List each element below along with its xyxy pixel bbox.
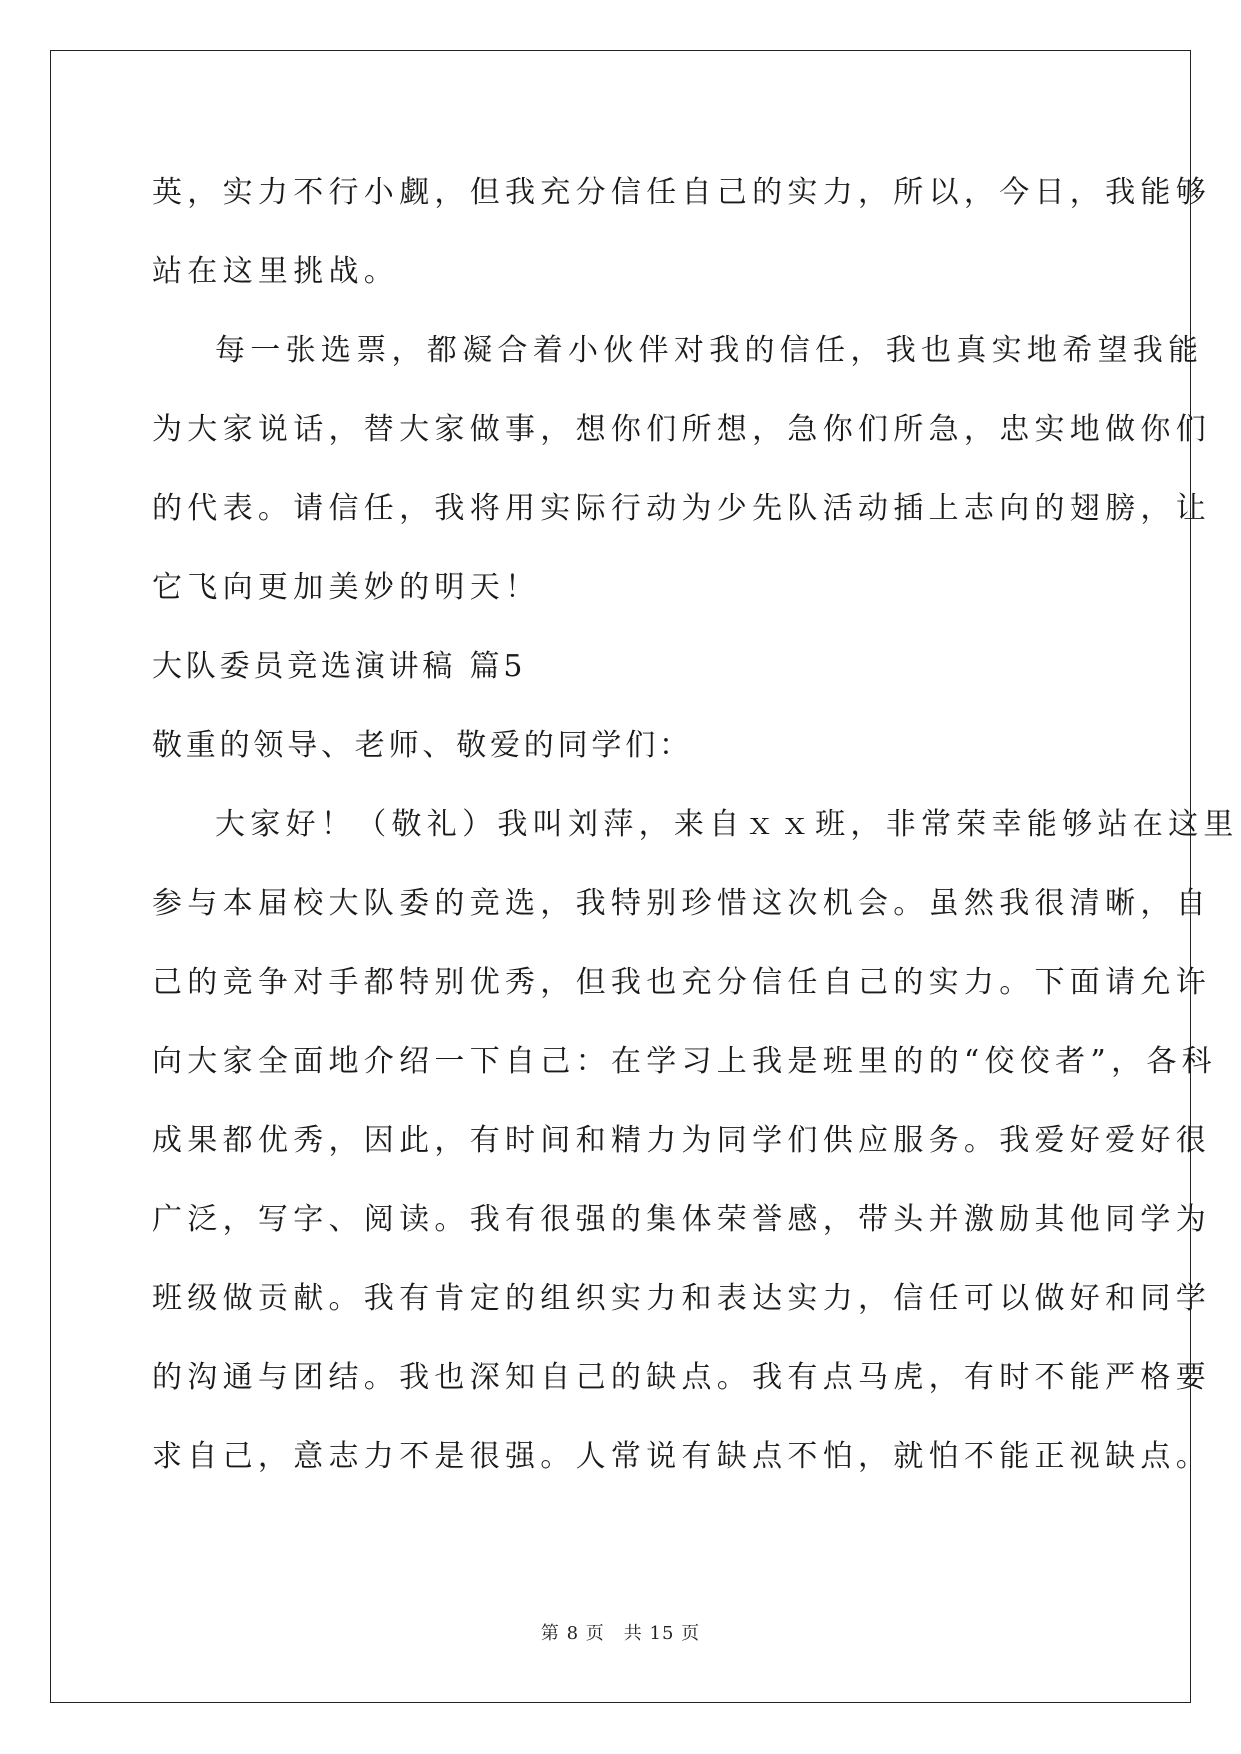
text-line: 的代表。请信任，我将用实际行动为少先队活动插上志向的翅膀，让 xyxy=(152,491,1211,526)
salutation: 敬重的领导、老师、敬爱的同学们： xyxy=(152,728,693,763)
text-line: 它飞向更加美妙的明天！ xyxy=(152,570,541,605)
text-line: 向大家全面地介绍一下自己：在学习上我是班里的的“佼佼者”，各科 xyxy=(152,1044,1217,1079)
text-line: 己的竞争对手都特别优秀，但我也充分信任自己的实力。下面请允许 xyxy=(152,965,1211,1000)
text-line: 参与本届校大队委的竞选，我特别珍惜这次机会。虽然我很清晰，自 xyxy=(152,886,1211,921)
text-line: 站在这里挑战。 xyxy=(152,254,400,289)
text-line: 英，实力不行小觑，但我充分信任自己的实力，所以，今日，我能够 xyxy=(152,175,1211,210)
page-number: 第 8 页 共 15 页 xyxy=(540,1623,701,1644)
paragraph-start: 大家好！（敬礼）我叫刘萍，来自ｘｘ班，非常荣幸能够站在这里 xyxy=(215,807,1239,842)
text-line: 班级做贡献。我有肯定的组织实力和表达实力，信任可以做好和同学 xyxy=(152,1281,1211,1316)
document-body xyxy=(152,162,1239,1505)
text-line: 成果都优秀，因此，有时间和精力为同学们供应服务。我爱好爱好很 xyxy=(152,1123,1211,1158)
section-heading: 大队委员竞选演讲稿 篇5 xyxy=(152,649,527,684)
paragraph-start: 每一张选票，都凝合着小伙伴对我的信任，我也真实地希望我能 xyxy=(215,333,1204,368)
text-line: 为大家说话，替大家做事，想你们所想，急你们所急，忠实地做你们 xyxy=(152,412,1211,447)
text-line: 的沟通与团结。我也深知自己的缺点。我有点马虎，有时不能严格要 xyxy=(152,1360,1211,1395)
text-line: 求自己，意志力不是很强。人常说有缺点不怕，就怕不能正视缺点。 xyxy=(152,1439,1211,1474)
text-line: 广泛，写字、阅读。我有很强的集体荣誉感，带头并激励其他同学为 xyxy=(152,1202,1211,1237)
